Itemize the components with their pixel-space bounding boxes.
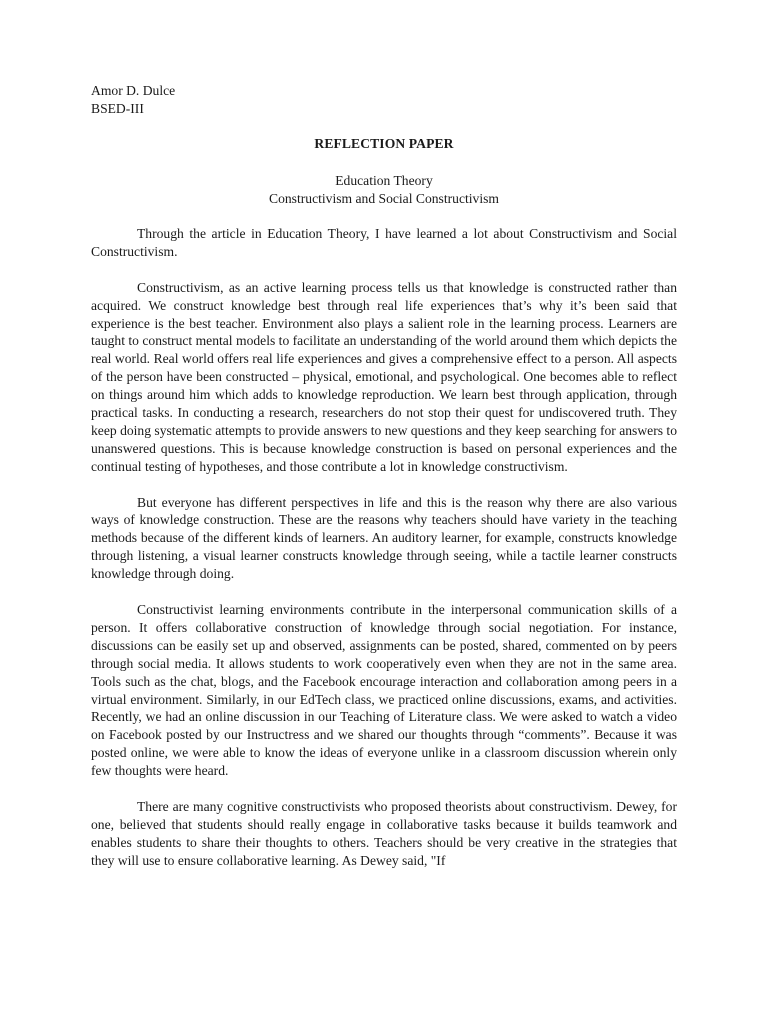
author-section: BSED-III (91, 100, 144, 116)
paper-title: REFLECTION PAPER (314, 136, 454, 151)
paragraph-perspectives: But everyone has different perspectives in life and this is the reason why there are also various ways of knowledge construction. These are the reasons why teachers should have variety in the teaching methods because of the different kinds of learners. An auditory learner, for example, constructs knowledge through listening, a visual learner constructs knowledge through seeing, while a tactile learner constructs knowledge through doing. (91, 494, 677, 582)
paragraph-constructivism: Constructivism, as an active learning process tells us that knowledge is constructed rather than acquired. We construct knowledge best through real life experiences that’s why it’s been said that experience is the best teacher. Environment also plays a salient role in the learning process. Learners are taught to construct mental models to facilitate an understanding of the world around them which depicts the real world. Real world offers real life experiences and gives a comprehensive effect to a person. All aspects of the person have been constructed – physical, emotional, and psychological. One becomes able to reflect on things around him which adds to knowledge reproduction. We learn best through application, through practical tasks. In conducting a research, researchers do not stop their quest for undiscovered truth. They keep doing systematic attempts to provide answers to new questions and they keep searching for answers to unanswered questions. This is because knowledge construction is based on personal experiences and the continual testing of hypotheses, and those contribute a lot in knowledge constructivism. (91, 279, 677, 474)
paragraph-intro: Through the article in Education Theory, I have learned a lot about Constructivism and Social Constructivism. (91, 226, 677, 259)
author-block (91, 82, 175, 118)
subtitle-theories: Constructivism and Social Constructivism (269, 191, 499, 206)
subtitle-topic: Education Theory (335, 173, 433, 188)
body-text (91, 225, 677, 887)
author-name: Amor D. Dulce (91, 83, 176, 98)
paragraph-environments: Constructivist learning environments contribute in the interpersonal communication skills of a person. It offers collaborative construction of knowledge through social negotiation. For instance, discussions can be easily set up and observed, assignments can be posted, shared, commented on by peers through social media. It allows students to work cooperatively even when they are not in the same area. Tools such as the chat, blogs, and the Facebook encourage interaction and collaboration among peers in a virtual environment. Similarly, in our EdTech class, we practiced online discussions, exams, and activities. Recently, we had an online discussion in our Teaching of Literature class. We were asked to watch a video on Facebook posted by our Instructress and we shared our thoughts through “comments”. Because it was posted online, we were able to know the ideas of everyone unlike in a classroom discussion wherein only few thoughts were heard. (91, 601, 677, 779)
paragraph-dewey: There are many cognitive constructivists who proposed theorists about constructivism. Dewey, for one, believed that students should really engage in collaborative tasks because it builds teamwork and enables students to share their thoughts to others. Teachers should be very creative in the strategies that they will use to ensure collaborative learning. As Dewey said, "If (91, 798, 677, 868)
